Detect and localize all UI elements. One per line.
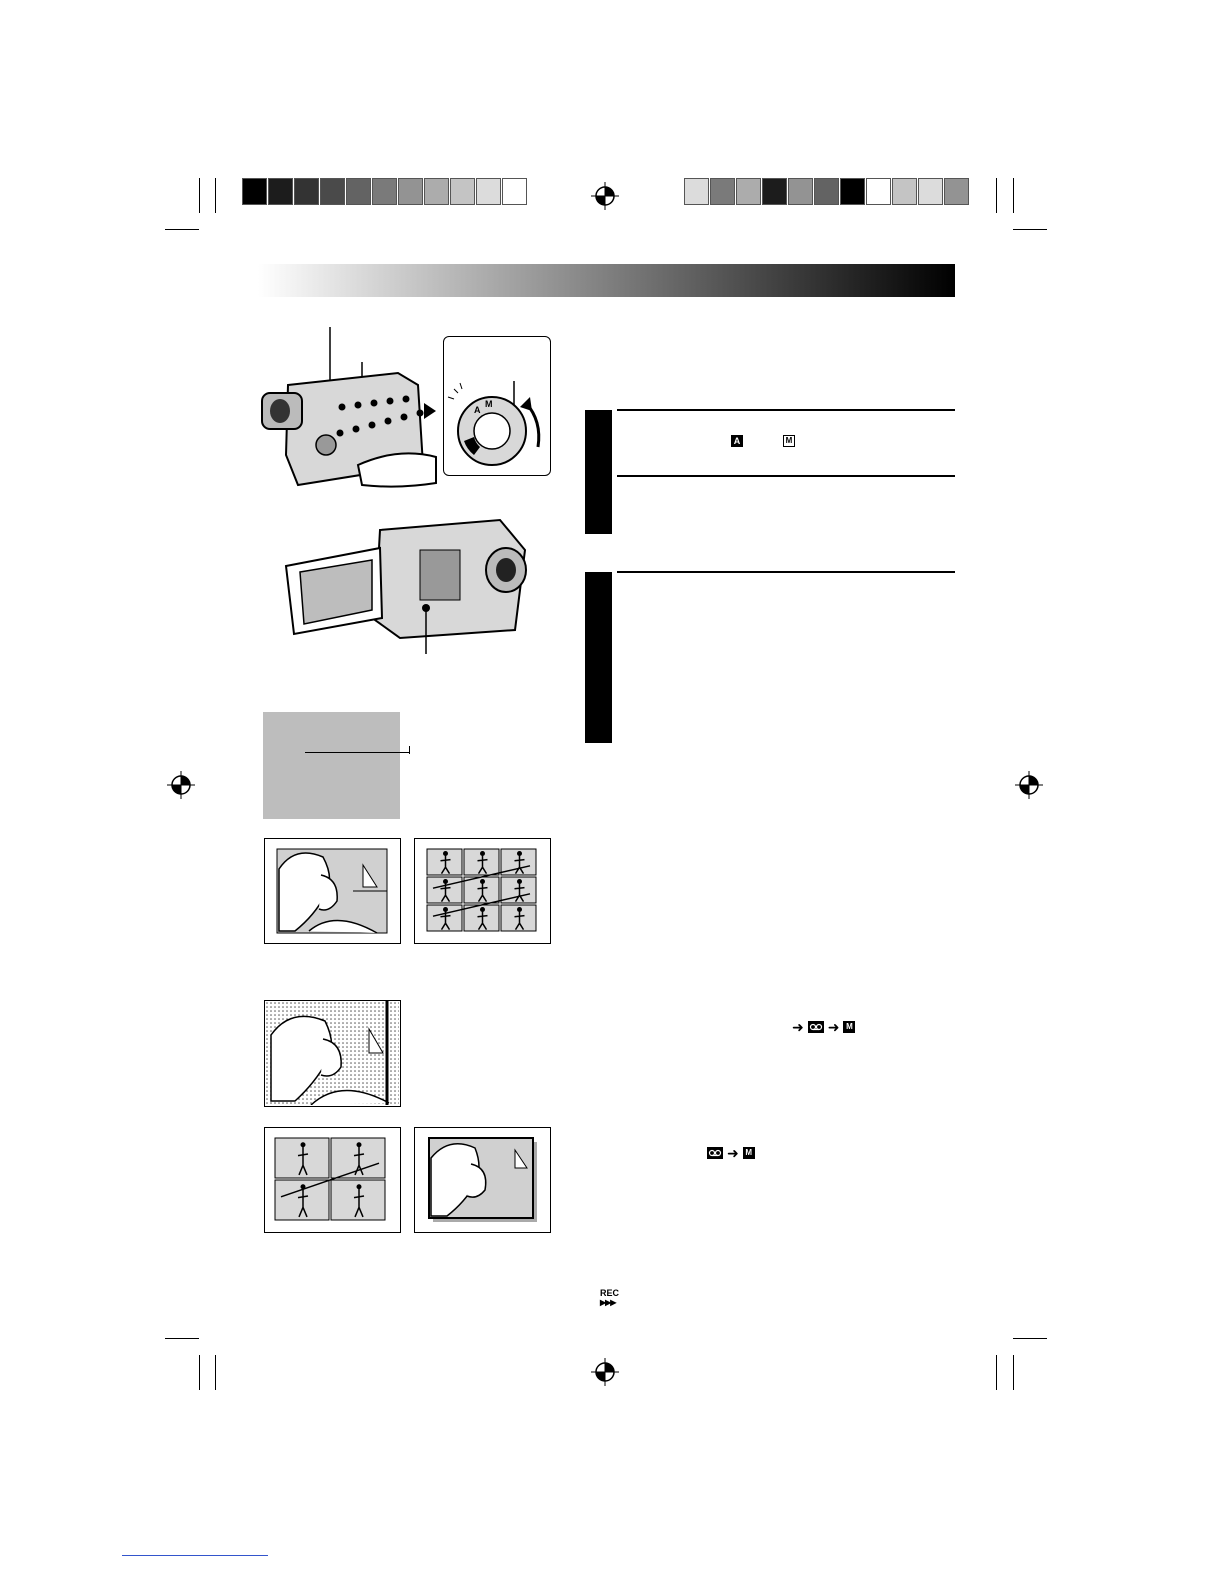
strobe-frame: [331, 1138, 385, 1178]
color-swatch: [918, 178, 943, 205]
woman-sailboat-textured-icon: [264, 1000, 401, 1107]
dial-letter-m: M: [485, 399, 493, 409]
color-swatch: [502, 178, 527, 205]
color-swatch: [710, 178, 735, 205]
registration-mark-icon: [165, 769, 197, 801]
color-swatch: [762, 178, 787, 205]
dial-letter-a: A: [474, 405, 481, 415]
manual-mode-icon: M: [783, 435, 795, 447]
color-swatch: [788, 178, 813, 205]
screen-preview: [263, 712, 400, 819]
arrow-right-icon: ➜: [827, 1019, 840, 1035]
strobe-frame: [427, 877, 462, 903]
strobe-frame: [331, 1180, 385, 1220]
crop-mark: [1013, 1338, 1047, 1339]
strobe-frame: [464, 905, 499, 931]
color-swatch: [944, 178, 969, 205]
color-bar-right: [684, 178, 970, 205]
registration-mark-icon: [1013, 769, 1045, 801]
camcorder-lcd-open-icon: [280, 510, 530, 655]
four-frame-strobe-icon: [264, 1127, 401, 1233]
rec-forward-icon: ▶▶▶: [600, 1298, 616, 1307]
color-swatch: [866, 178, 891, 205]
footer-link-underline: [122, 1555, 268, 1556]
auto-mode-icon: A: [731, 435, 743, 447]
header-gradient-bar: [258, 264, 955, 297]
strobe-frame: [501, 905, 536, 931]
tape-icon: [808, 1021, 824, 1033]
crop-mark: [1013, 229, 1047, 230]
step-tab-2: [585, 572, 612, 743]
color-swatch: [476, 178, 501, 205]
color-swatch: [424, 178, 449, 205]
color-bar-left: [242, 178, 528, 205]
arrow-right-icon: ➜: [792, 1019, 804, 1035]
crop-mark: [1013, 1355, 1014, 1390]
rec-indicator: [600, 1289, 619, 1307]
strobe-frame: [427, 905, 462, 931]
step-tab-1: [585, 410, 612, 534]
callout-line: [305, 752, 409, 753]
crop-mark: [165, 229, 199, 230]
power-dial-panel: [443, 336, 551, 476]
crop-mark: [165, 1338, 199, 1339]
color-swatch: [346, 178, 371, 205]
menu-path-1: [792, 1021, 855, 1033]
color-swatch: [840, 178, 865, 205]
step-rule: [617, 475, 955, 477]
callout-line: [409, 746, 410, 754]
crop-mark: [996, 178, 997, 213]
color-swatch: [892, 178, 917, 205]
registration-mark-icon: [589, 180, 621, 212]
color-swatch: [242, 178, 267, 205]
crop-mark: [215, 1355, 216, 1390]
color-swatch: [294, 178, 319, 205]
menu-path-2: [707, 1147, 755, 1159]
color-swatch: [372, 178, 397, 205]
crop-mark: [215, 178, 216, 213]
mode-icons: [731, 435, 795, 447]
color-swatch: [398, 178, 423, 205]
strobe-frame: [427, 849, 462, 875]
woman-sailboat-picture-icon: [264, 838, 401, 944]
strobe-frame: [464, 849, 499, 875]
manual-menu-icon: M: [743, 1147, 755, 1159]
crop-mark: [199, 1355, 200, 1390]
color-swatch: [814, 178, 839, 205]
camcorder-side-view-icon: [258, 325, 443, 495]
manual-menu-icon: M: [843, 1021, 855, 1033]
color-swatch: [684, 178, 709, 205]
step-rule: [617, 409, 955, 411]
strobe-frame: [275, 1138, 329, 1178]
tape-icon: [707, 1147, 723, 1159]
color-swatch: [736, 178, 761, 205]
color-swatch: [450, 178, 475, 205]
color-swatch: [320, 178, 345, 205]
woman-sailboat-framed-icon: [414, 1127, 551, 1233]
power-dial-icon: [444, 337, 549, 474]
step-rule: [617, 571, 955, 573]
nine-frame-strobe-icon: [414, 838, 551, 944]
crop-mark: [199, 178, 200, 213]
crop-mark: [996, 1355, 997, 1390]
color-swatch: [268, 178, 293, 205]
rec-label: REC: [600, 1288, 620, 1298]
crop-mark: [1013, 178, 1014, 213]
registration-mark-icon: [589, 1356, 621, 1388]
strobe-frame: [275, 1180, 329, 1220]
arrow-right-icon: ➜: [727, 1145, 739, 1161]
strobe-frame: [464, 877, 499, 903]
